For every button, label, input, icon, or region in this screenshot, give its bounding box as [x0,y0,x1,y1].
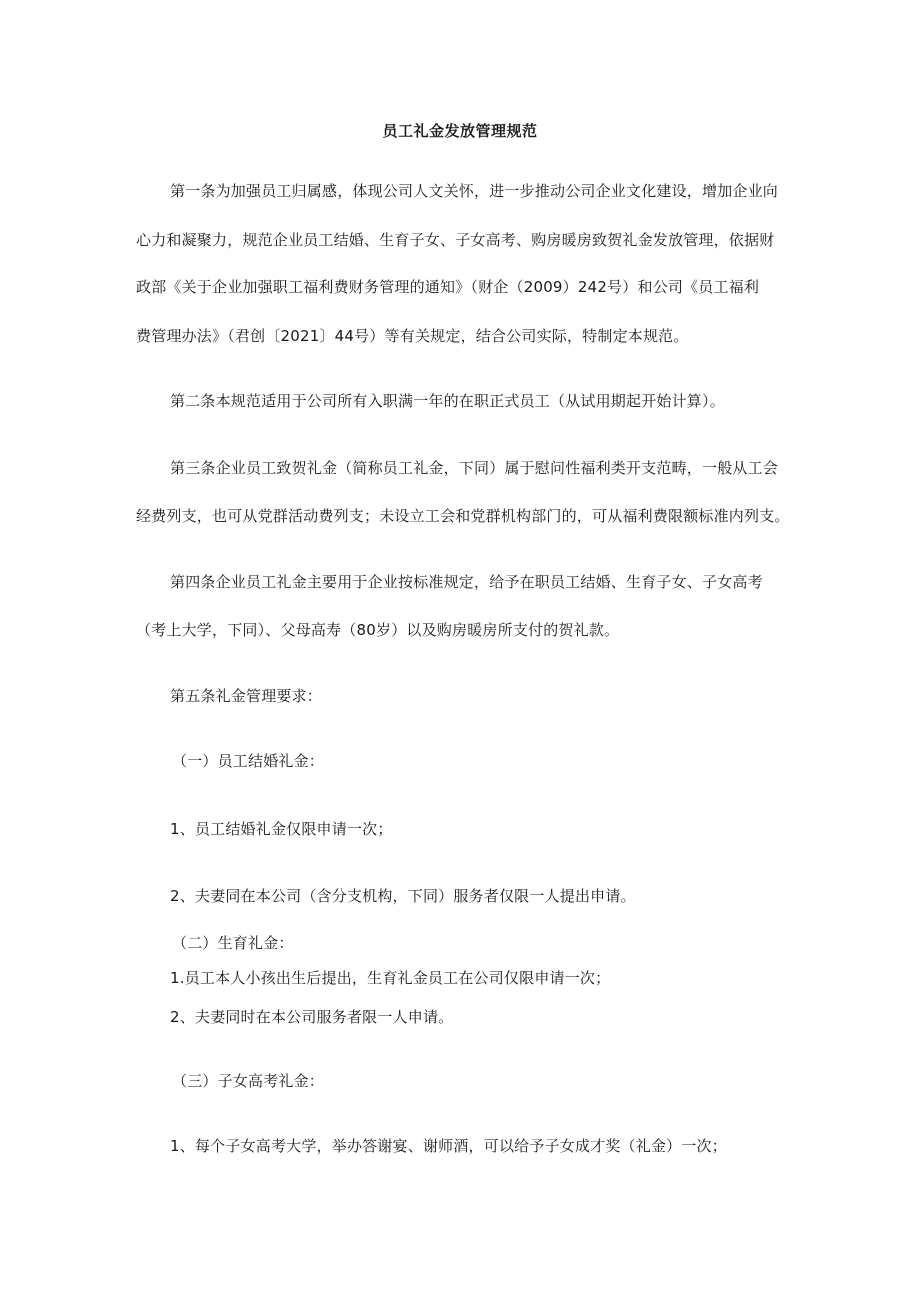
section-2-item-2: 2、夫妻同时在本公司服务者限一人申请。 [170,1008,454,1026]
section-2-item-1: 1.员工本人小孩出生后提出，生育礼金员工在公司仅限申请一次； [170,969,611,987]
article-4-line-1: 第四条企业员工礼金主要用于企业按标准规定，给予在职员工结婚、生育子女、子女高考 [170,573,763,591]
article-4-line-2: （考上大学，下同）、父母高寿（80岁）以及购房暖房所支付的贺礼款。 [136,621,620,639]
document-title: 员工礼金发放管理规范 [382,122,538,140]
article-1-line-1: 第一条为加强员工归属感，体现公司人文关怀，进一步推动公司企业文化建设，增加企业向 [170,182,779,200]
article-1-line-4: 费管理办法》（君创〔2021〕44号）等有关规定，结合公司实际，特制定本规范。 [136,327,689,345]
section-1-item-1: 1、员工结婚礼金仅限申请一次； [170,820,393,838]
article-3-line-1: 第三条企业员工致贺礼金（简称员工礼金，下同）属于慰问性福利类开支范畴，一般从工会 [170,459,779,477]
section-3-item-1: 1、每个子女高考大学，举办答谢宴、谢师酒，可以给予子女成才奖（礼金）一次； [170,1137,727,1155]
article-3-line-2: 经费列支，也可从党群活动费列支；未设立工会和党群机构部门的，可从福利费限额标准内列支。 [136,507,790,525]
section-3-heading: （三）子女高考礼金： [172,1072,325,1090]
section-1-item-2: 2、夫妻同在本公司（含分支机构，下同）服务者仅限一人提出申请。 [170,887,636,905]
article-1-line-3: 政部《关于企业加强职工福利费财务管理的通知》（财企（2009）242号）和公司《员工福利 [136,278,760,296]
article-2-line-1: 第二条本规范适用于公司所有入职满一年的在职正式员工（从试用期起开始计算）。 [170,392,725,410]
section-1-heading: （一）员工结婚礼金： [172,752,325,770]
article-1-line-2: 心力和凝聚力，规范企业员工结婚、生育子女、子女高考、购房暖房致贺礼金发放管理，依据财 [136,231,775,249]
article-5-heading: 第五条礼金管理要求： [170,687,323,705]
section-2-heading: （二）生育礼金： [172,934,294,952]
